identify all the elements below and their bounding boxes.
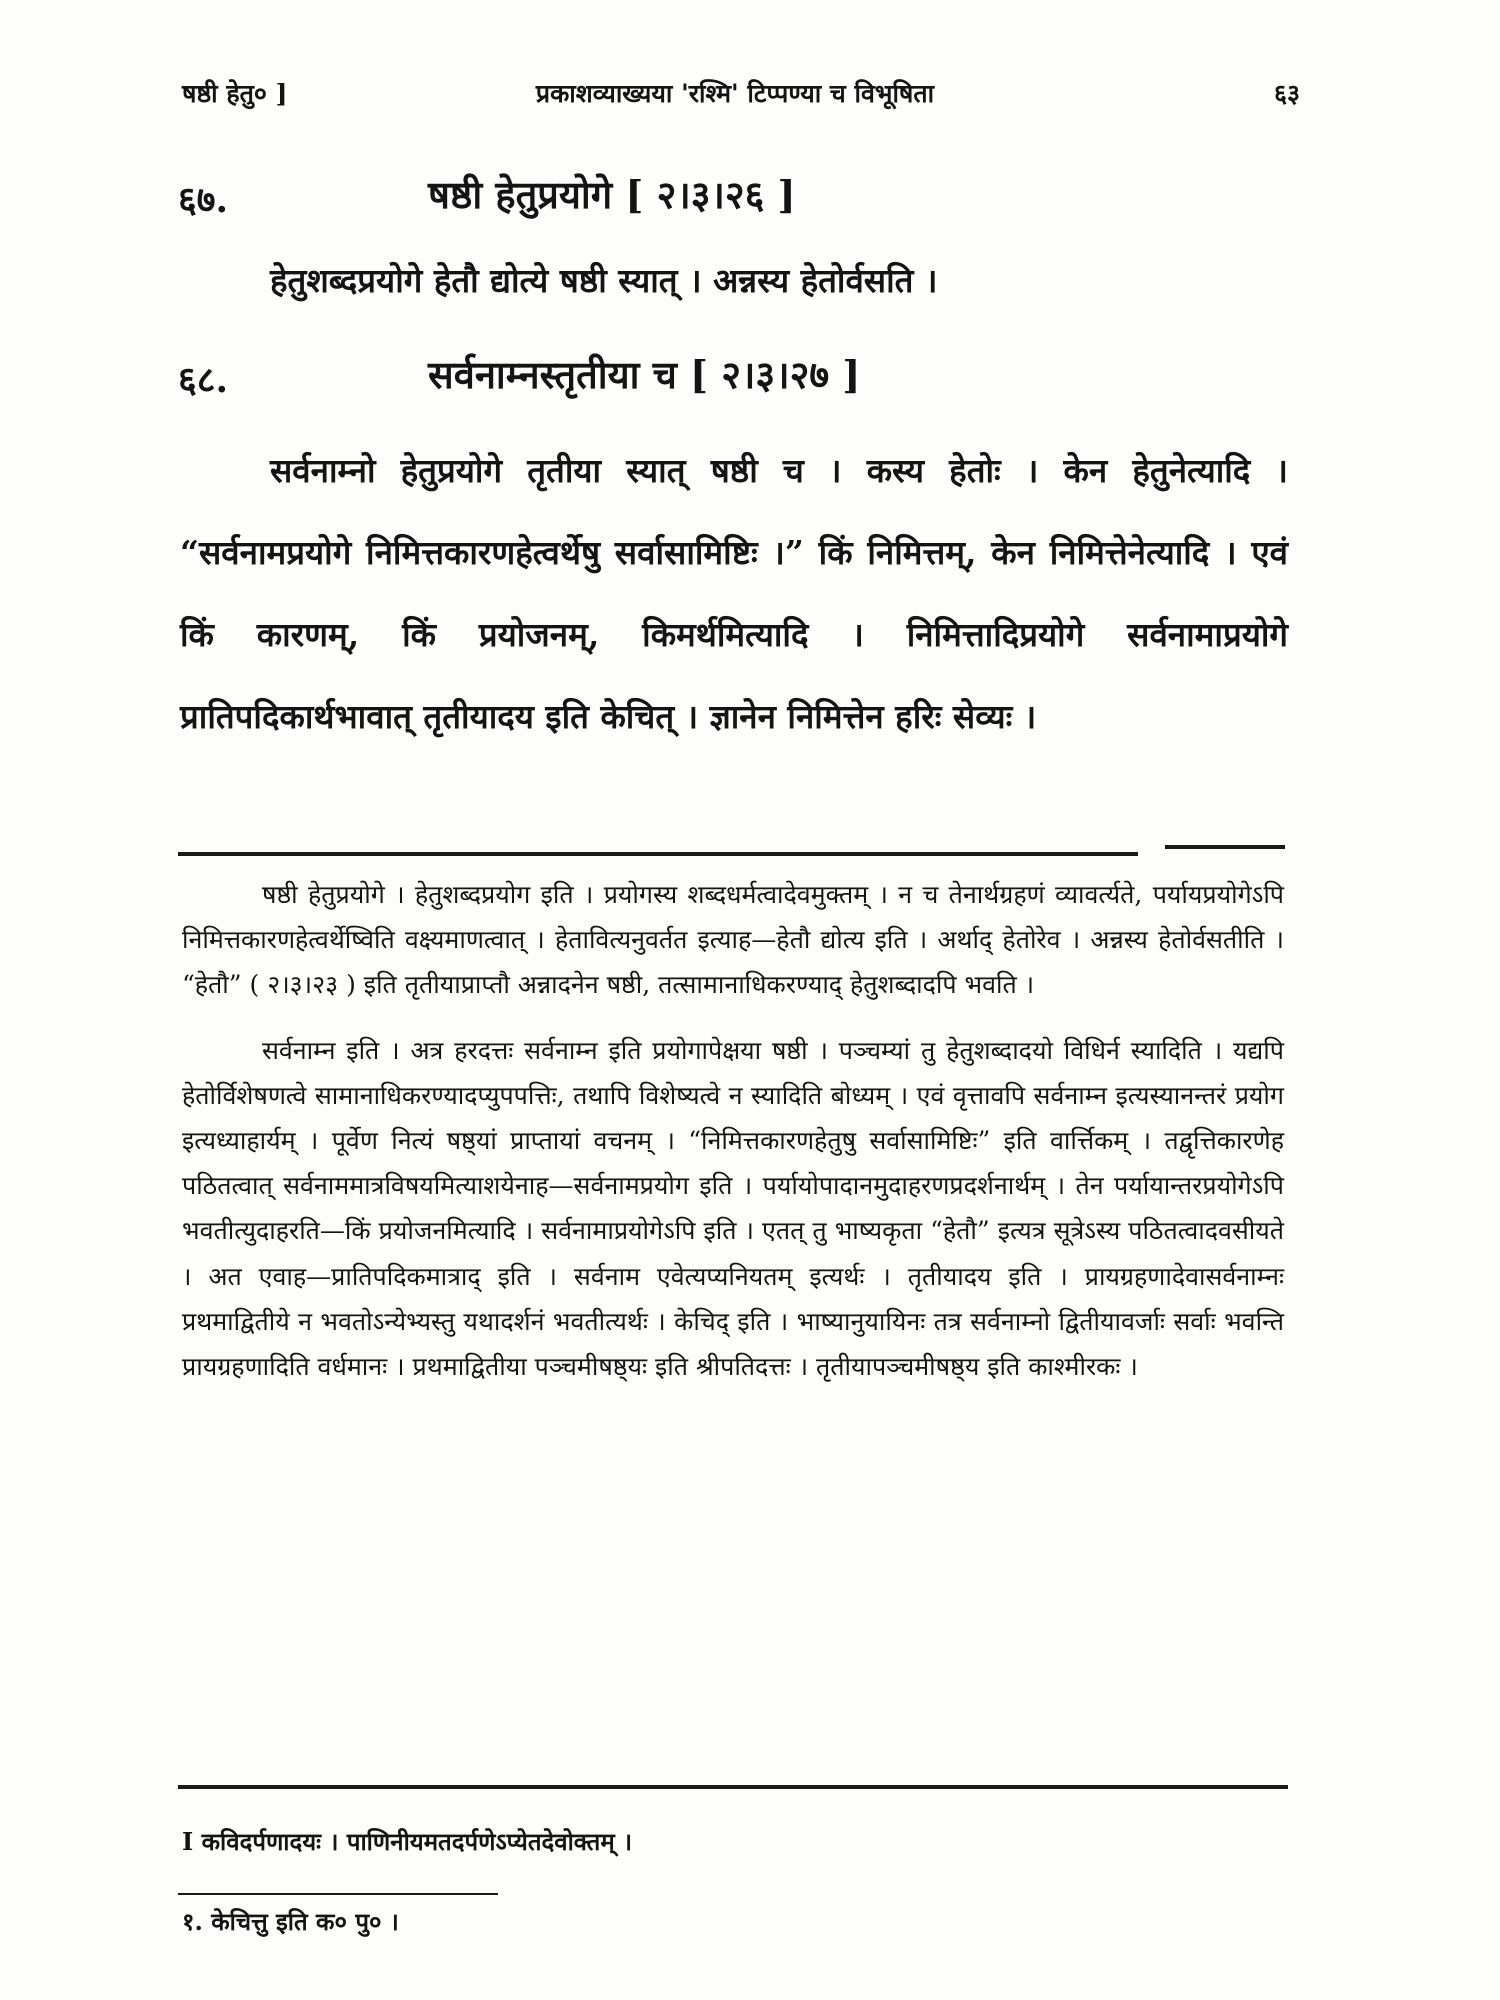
sutra-heading <box>178 168 1288 228</box>
commentary <box>182 872 1284 1389</box>
divider-rule <box>178 1785 1288 1789</box>
sutra-number: ६८. <box>178 359 228 401</box>
commentary-paragraph: सर्वनाम्न इति । अत्र हरदत्तः सर्वनाम्न इति प्रयोगापेक्षया षष्ठी । पञ्चम्यां तु हेतुशब्दादयो विधिर्न स्यादिति । यद्यपि हेतोर्विशेषणत्वे सामानाधिकरण्यादप्युपपत्तिः, तथापि विशेष्यत्वे न स्यादिति बोध्यम् । एवं वृत्तावपि सर्वनाम्न इत्यस्यानन्तरं प्रयोग इत्यध्याहार्यम् । पूर्वेण नित्यं षष्ठ्यां प्राप्तायां वचनम् । “निमित्तकारणहेतुषु सर्वासामिष्टिः” इति वार्त्तिकम् । तद्वृत्तिकारणेह पठितत्वात् सर्वनाममात्रविषयमित्याशयेनाह—सर्वनामप्रयोग इति । पर्यायोपादानमुदाहरणप्रदर्शनार्थम् । तेन पर्यायान्तरप्रयोगेऽपि भवतीत्युदाहरति—किं प्रयोजनमित्यादि । सर्वनामाप्रयोगेऽपि इति । एतत् तु भाष्यकृता “हेतौ” इत्यत्र सूत्रेऽस्य पठितत्वादवसीयते । अत एवाह—प्रातिपदिकमात्राद् इति । सर्वनाम एवेत्यप्यनियतम् इत्यर्थः । तृतीयादय इति । प्रायग्रहणादेवासर्वनाम्नः प्रथमाद्वितीये न भवतोऽन्येभ्यस्तु यथादर्शनं भवतीत्यर्थः । केचिद् इति । भाष्यानुयायिनः तत्र सर्वनाम्नो द्वितीयावर्जाः सर्वाः भवन्ति प्रायग्रहणादिति वर्धमानः । प्रथमाद्वितीया पञ्चमीषष्ठ्यः इति श्रीपतिदत्तः । तृतीयापञ्चमीषष्ठ्य इति काश्मीरकः । <box>182 1035 1284 1382</box>
divider-rule <box>1165 845 1285 849</box>
sutra-text: सर्वनाम्नस्तृतीया च [ २।३।२७ ] <box>428 352 861 397</box>
page-number: ६३ <box>1273 79 1300 108</box>
running-head-title: प्रकाशव्याख्यया 'रश्मि' टिप्पण्या च विभूषिता <box>535 79 935 108</box>
commentary-paragraph: षष्ठी हेतुप्रयोगे । हेतुशब्दप्रयोग इति । प्रयोगस्य शब्दधर्मत्वादेवमुक्तम् । न च तेनार्थग्रहणं व्यावर्त्यते, पर्यायप्रयोगेऽपि निमित्तकारणहेत्वर्थेष्विति वक्ष्यमाणत्वात् । हेतावित्यनुवर्तत इत्याह—हेतौ द्योत्य इति । अर्थाद् हेतोरेव । अन्नस्य हेतोर्वसतीति । “हेतौ” ( २।३।२३ ) इति तृतीयाप्राप्तौ अन्नादनेन षष्ठी, तत्सामानाधिकरण्याद् हेतुशब्दादपि भवति । <box>182 880 1284 1000</box>
sutra-gloss: हेतुशब्दप्रयोगे हेतौ द्योत्ये षष्ठी स्यात् । अन्नस्य हेतोर्वसति । <box>270 261 938 300</box>
footnote: I कविदर्पणादयः । पाणिनीयमतदर्पणेऽप्येतदेवोक्तम् । <box>182 1827 633 1856</box>
sutra-text: षष्ठी हेतुप्रयोगे [ २।३।२६ ] <box>428 172 796 217</box>
sutra-gloss: सर्वनाम्नो हेतुप्रयोगे तृतीया स्यात् षष्ठी च । कस्य हेतोः । केन हेतुनेत्यादि । “सर्वनामप्रयोगे निमित्तकारणहेत्वर्थेषु सर्वासामिष्टिः ।” किं निमित्तम्, केन निमित्तेनेत्यादि । एवं किं कारणम्, किं प्रयोजनम्, किमर्थमित्यादि । निमित्तादिप्रयोगे सर्वनामाप्रयोगे प्रातिपदिकार्थभावात् तृतीयादय इति केचित् । ज्ञानेन निमित्तेन हरिः सेव्यः । <box>180 451 1288 736</box>
running-head-left: षष्ठी हेतु० ] <box>182 79 288 108</box>
sutra-heading <box>178 348 1288 408</box>
footnote-rule <box>178 1893 498 1895</box>
footnote: १. केचित्तु इति क० पु० । <box>182 1907 399 1936</box>
sutra-number: ६७. <box>178 179 228 221</box>
running-head <box>170 76 1300 116</box>
divider-rule <box>178 852 1138 856</box>
